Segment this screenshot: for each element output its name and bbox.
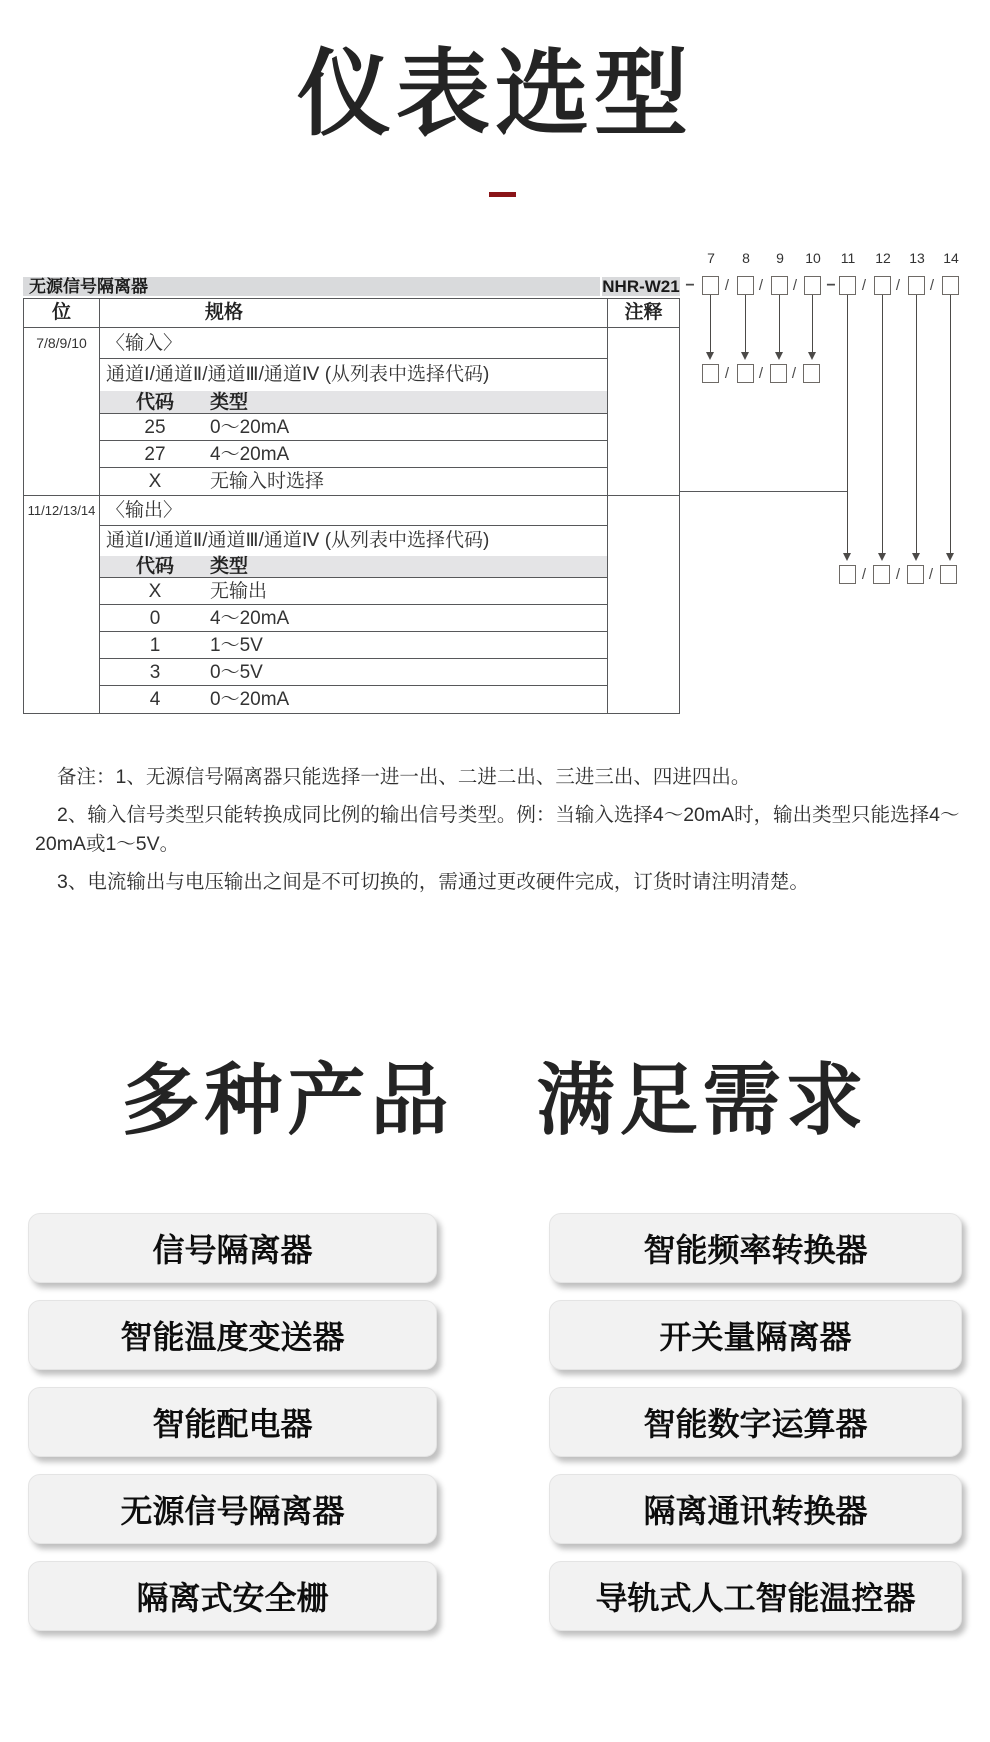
arrow-down-icon — [843, 553, 851, 561]
code-box — [771, 276, 788, 295]
channels-label: 通道Ⅰ/通道Ⅱ/通道Ⅲ/通道Ⅳ (从列表中选择代码) — [106, 364, 490, 385]
code-box — [839, 565, 856, 584]
position-number: 11 — [840, 250, 856, 266]
type-cell: 0～20mA — [210, 417, 290, 438]
slash-separator: / — [929, 277, 935, 294]
arrow-down-icon — [946, 553, 954, 561]
table-row — [100, 468, 607, 495]
type-cell: 无输入时选择 — [210, 471, 325, 492]
code-cell: 4 — [149, 689, 161, 710]
product-button[interactable]: 导轨式人工智能温控器 — [549, 1561, 962, 1631]
code-box — [873, 565, 890, 584]
connector-line — [916, 295, 917, 553]
code-box — [804, 276, 821, 295]
channels-label: 通道Ⅰ/通道Ⅱ/通道Ⅲ/通道Ⅳ (从列表中选择代码) — [106, 530, 490, 551]
connector-line — [779, 295, 780, 353]
spec-section-title: 〈输出〉 — [100, 496, 607, 526]
position-range: 7/8/9/10 — [24, 328, 100, 495]
code-box — [737, 364, 754, 383]
spec-section-title: 〈输入〉 — [100, 328, 607, 359]
code-box — [907, 565, 924, 584]
connector-line — [812, 295, 813, 353]
table-row — [100, 659, 607, 686]
note-line: 备注：1、无源信号隔离器只能选择一进一出、二进二出、三进三出、四进四出。 — [57, 766, 751, 788]
spec-table — [23, 298, 680, 714]
code-cell: 27 — [144, 444, 166, 465]
slash-separator: / — [724, 277, 730, 294]
slash-separator: / — [895, 277, 901, 294]
arrow-down-icon — [808, 352, 816, 360]
table-row — [100, 686, 607, 713]
slash-separator: / — [758, 365, 764, 382]
code-box — [737, 276, 754, 295]
code-cell: 0 — [149, 608, 161, 629]
product-button[interactable]: 智能数字运算器 — [549, 1387, 962, 1457]
code-cell: 3 — [149, 662, 161, 683]
product-button[interactable]: 隔离式安全栅 — [28, 1561, 437, 1631]
model-selection-table — [23, 277, 680, 714]
type-cell: 0～20mA — [210, 689, 290, 710]
code-box — [702, 364, 719, 383]
table-row — [100, 441, 607, 468]
table-row — [100, 632, 607, 659]
arrow-down-icon — [878, 553, 886, 561]
slash-separator: / — [792, 277, 798, 294]
code-box — [702, 276, 719, 295]
slash-separator: / — [928, 566, 934, 583]
note-cell-empty — [607, 328, 679, 495]
dash-separator: − — [826, 277, 836, 294]
table-title-bar — [23, 277, 680, 296]
col-header-spec: 规格 — [205, 302, 244, 323]
table-row — [100, 578, 607, 605]
table-row — [100, 414, 607, 441]
dash-separator: − — [685, 277, 695, 294]
code-header: 代码 — [135, 392, 174, 413]
note-cell-empty — [607, 496, 679, 713]
notes-block — [35, 763, 965, 906]
position-number: 10 — [805, 250, 821, 266]
product-button[interactable]: 隔离通讯转换器 — [549, 1474, 962, 1544]
note-line: 2、输入信号类型只能转换成同比例的输出信号类型。例：当输入选择4～20mA时，输出类型只能选择4～20mA或1～5V。 — [35, 804, 960, 855]
code-box — [942, 276, 959, 295]
code-header: 代码 — [135, 556, 174, 577]
type-cell: 4～20mA — [210, 444, 290, 465]
table-section-output — [24, 495, 679, 713]
arrow-down-icon — [706, 352, 714, 360]
connector-line — [710, 295, 711, 353]
type-header: 类型 — [210, 392, 249, 413]
arrow-down-icon — [741, 352, 749, 360]
position-number: 7 — [707, 250, 715, 266]
code-cell: 25 — [144, 417, 166, 438]
table-section-input — [24, 328, 679, 495]
divider-extension-line — [680, 491, 847, 492]
product-button[interactable]: 无源信号隔离器 — [28, 1474, 437, 1544]
type-cell: 4～20mA — [210, 608, 290, 629]
product-button[interactable]: 智能频率转换器 — [549, 1213, 962, 1283]
product-name: 无源信号隔离器 — [23, 277, 600, 296]
arrow-down-icon — [912, 553, 920, 561]
col-header-note: 注释 — [607, 299, 679, 327]
code-cell: X — [148, 471, 162, 492]
slash-separator: / — [895, 566, 901, 583]
connector-line — [745, 295, 746, 353]
position-number: 14 — [943, 250, 959, 266]
code-box — [839, 276, 856, 295]
connector-line — [950, 295, 951, 553]
code-box — [908, 276, 925, 295]
table-header-row — [24, 299, 679, 328]
product-button[interactable]: 智能温度变送器 — [28, 1300, 437, 1370]
slash-separator: / — [724, 365, 730, 382]
code-box — [803, 364, 820, 383]
position-number: 8 — [742, 250, 750, 266]
product-button[interactable]: 智能配电器 — [28, 1387, 437, 1457]
type-cell: 无输出 — [210, 581, 268, 602]
code-type-header-row — [100, 391, 607, 414]
col-header-position: 位 — [24, 299, 100, 327]
code-cell: 1 — [149, 635, 161, 656]
code-cell: X — [148, 581, 162, 602]
slash-separator: / — [758, 277, 764, 294]
product-button[interactable]: 开关量隔离器 — [549, 1300, 962, 1370]
position-number: 9 — [776, 250, 784, 266]
product-button[interactable]: 信号隔离器 — [28, 1213, 437, 1283]
arrow-down-icon — [775, 352, 783, 360]
page-title: 仪表选型 — [296, 41, 693, 146]
connector-line — [847, 295, 848, 553]
type-cell: 0～5V — [210, 662, 263, 683]
connector-line — [882, 295, 883, 553]
code-box — [770, 364, 787, 383]
model-code: NHR-W21 — [602, 277, 680, 296]
note-line: 3、电流输出与电压输出之间是不可切换的，需通过更改硬件完成，订货时请注明清楚。 — [57, 871, 809, 893]
code-type-header-row — [100, 556, 607, 578]
table-row — [100, 605, 607, 632]
type-header: 类型 — [210, 556, 249, 577]
code-box — [874, 276, 891, 295]
type-cell: 1～5V — [210, 635, 263, 656]
slash-separator: / — [791, 365, 797, 382]
code-box — [940, 565, 957, 584]
position-range: 11/12/13/14 — [24, 496, 100, 713]
position-number: 13 — [909, 250, 925, 266]
title-divider — [489, 192, 516, 197]
products-headline: 多种产品 满足需求 — [121, 1056, 869, 1144]
slash-separator: / — [861, 566, 867, 583]
slash-separator: / — [861, 277, 867, 294]
product-grid — [28, 1213, 962, 1631]
position-number: 12 — [875, 250, 891, 266]
